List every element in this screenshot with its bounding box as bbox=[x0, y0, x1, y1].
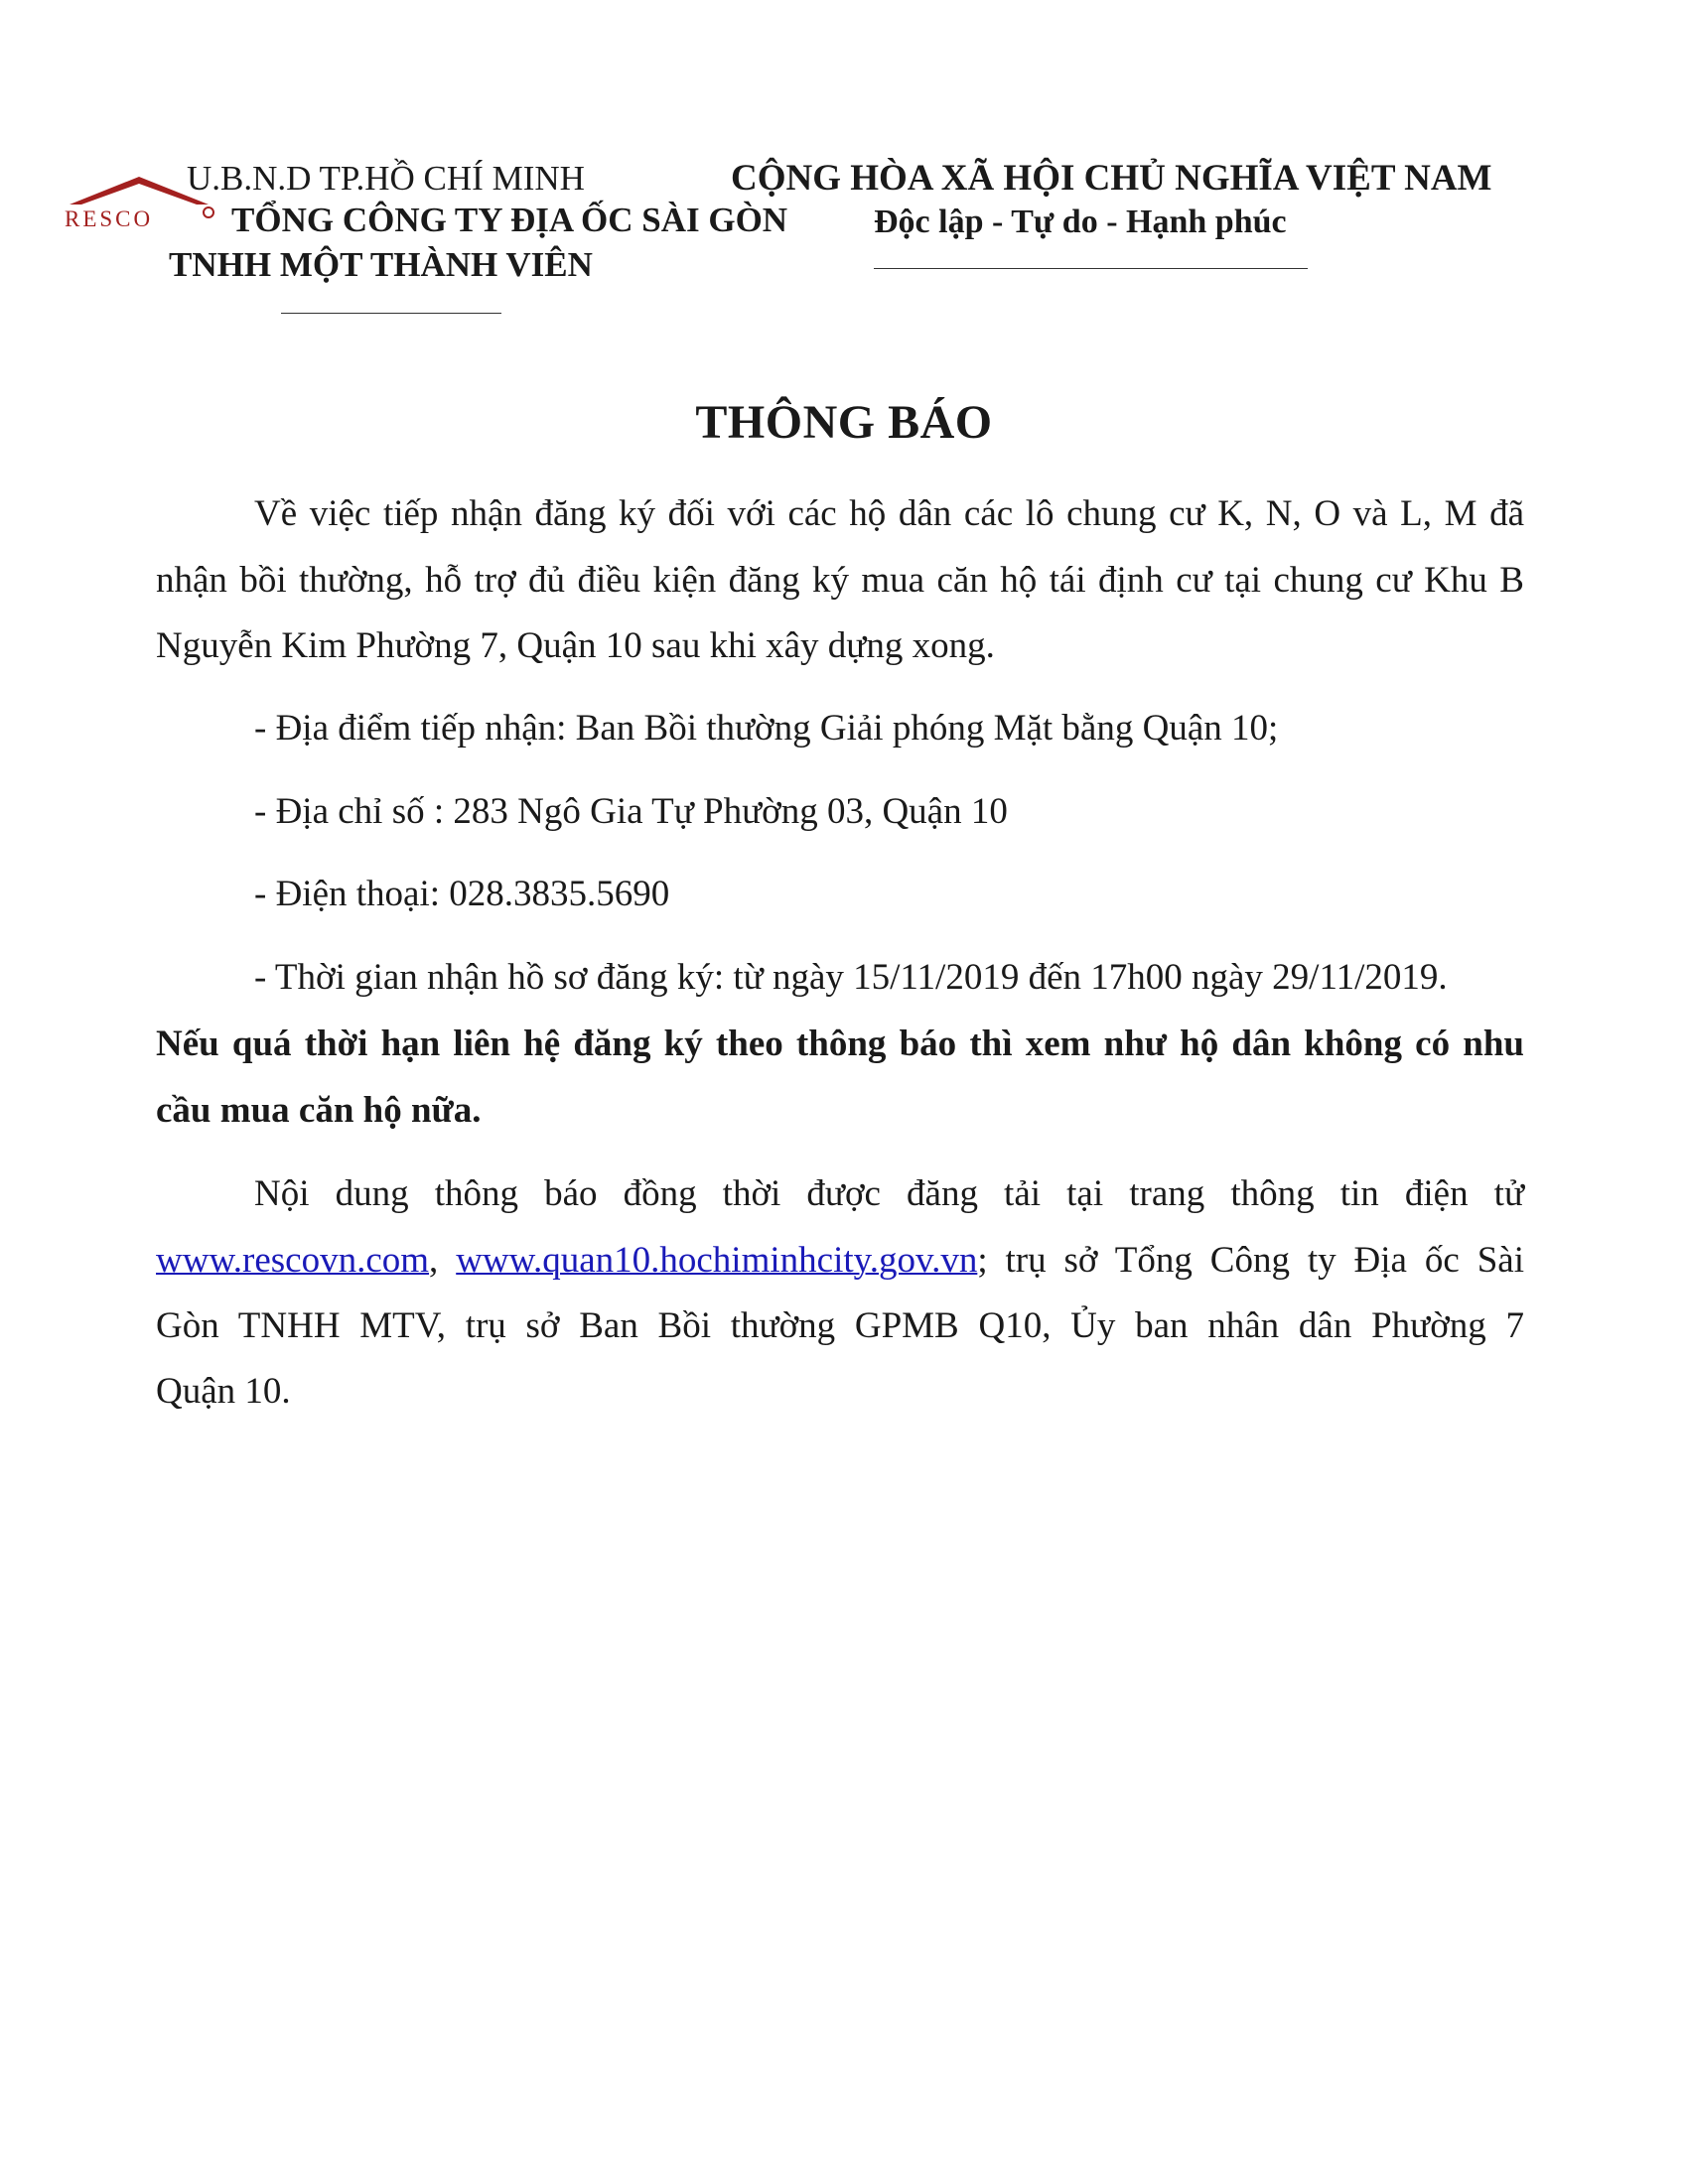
document-title: THÔNG BÁO bbox=[695, 396, 993, 449]
svg-text:RESCO: RESCO bbox=[65, 206, 154, 231]
detail-phone: - Điện thoại: 028.3835.5690 bbox=[254, 874, 670, 914]
publication-line-2 bbox=[156, 1239, 1524, 1282]
intro-line-3: Nguyễn Kim Phường 7, Quận 10 sau khi xây dựng xong. bbox=[156, 625, 995, 666]
publication-line-3: Gòn TNHH MTV, trụ sở Ban Bồi thường GPMB Q10, Ủy ban nhân dân Phường 7 bbox=[156, 1305, 1524, 1346]
detail-period: - Thời gian nhận hồ sơ đăng ký: từ ngày 15/11/2019 đến 17h00 ngày 29/11/2019. bbox=[254, 957, 1448, 998]
org-company-name: TỔNG CÔNG TY ĐỊA ỐC SÀI GÒN bbox=[231, 201, 788, 239]
motto-underline bbox=[874, 268, 1308, 269]
publication-line-2-rest: ; trụ sở Tổng Công ty Địa ốc Sài bbox=[977, 1240, 1524, 1281]
org-underline bbox=[281, 313, 501, 314]
nation-title: CỘNG HÒA XÃ HỘI CHỦ NGHĨA VIỆT NAM bbox=[731, 158, 1492, 199]
warning-line-2: cầu mua căn hộ nữa. bbox=[156, 1090, 482, 1131]
publication-line-4: Quận 10. bbox=[156, 1371, 291, 1412]
intro-line-1: Về việc tiếp nhận đăng ký đối với các hộ dân các lô chung cư K, N, O và L, M đã bbox=[254, 493, 1524, 534]
org-company-type: TNHH MỘT THÀNH VIÊN bbox=[169, 245, 593, 284]
org-parent-name: U.B.N.D TP.HỒ CHÍ MINH bbox=[187, 159, 585, 198]
detail-address: - Địa chỉ số : 283 Ngô Gia Tự Phường 03, Quận 10 bbox=[254, 791, 1008, 832]
resco-website-link[interactable]: www.rescovn.com bbox=[156, 1240, 430, 1281]
publication-line-1: Nội dung thông báo đồng thời được đăng tải tại trang thông tin điện tử bbox=[254, 1173, 1524, 1214]
warning-line-1: Nếu quá thời hạn liên hệ đăng ký theo thông báo thì xem như hộ dân không có nhu bbox=[156, 1024, 1524, 1064]
link-separator: , bbox=[429, 1240, 457, 1281]
nation-motto: Độc lập - Tự do - Hạnh phúc bbox=[874, 204, 1287, 240]
detail-location: - Địa điểm tiếp nhận: Ban Bồi thường Giải phóng Mặt bằng Quận 10; bbox=[254, 708, 1279, 749]
intro-line-2: nhận bồi thường, hỗ trợ đủ điều kiện đăng ký mua căn hộ tái định cư tại chung cư Khu B bbox=[156, 560, 1524, 601]
district10-website-link[interactable]: www.quan10.hochiminhcity.gov.vn bbox=[456, 1240, 978, 1281]
